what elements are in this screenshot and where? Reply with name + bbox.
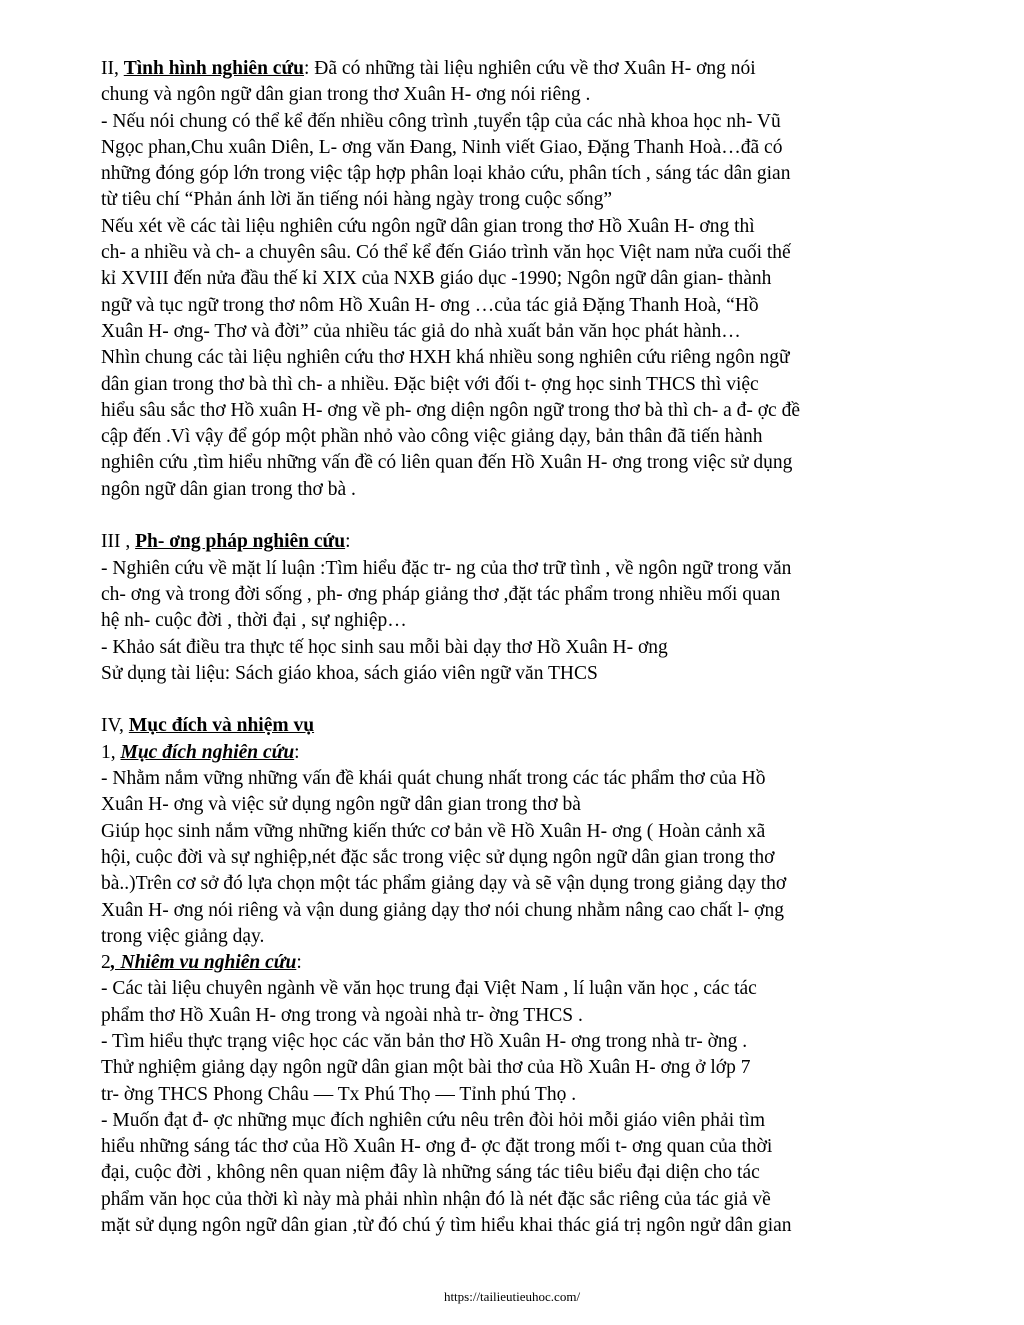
heading-continuation: : Đã có những tài liệu nghiên cứu về thơ Xuân H- ơng nói (304, 58, 756, 79)
text-line: mặt sử dụng ngôn ngữ dân gian ,từ đó chú ý tìm hiểu khai thác giá trị ngôn ngử dân gian (101, 1215, 792, 1237)
text-line: Xuân H- ơng nói riêng và vận dung giảng dạy thơ nói chung nhằm nâng cao chất l- ợng (101, 899, 784, 921)
subsection-1-body (101, 766, 941, 950)
section-2-heading: Tình hình nghiên cứu (123, 58, 305, 79)
text-line: - Nhằm nắm vững những vấn đề khái quát chung nhất trong các tác phẩm thơ của Hồ (101, 768, 766, 790)
text-line: hiểu những sáng tác thơ của Hồ Xuân H- ơng đ- ợc đặt trong mối t- ơng quan của thời (101, 1136, 773, 1158)
text-line: nghiên cứu ,tìm hiểu những vấn đề có liên quan đến Hồ Xuân H- ơng trong việc sử dụng (101, 452, 793, 474)
subsection-2-heading: , Nhiêm vu nghiên cứu (110, 952, 297, 974)
text-line: Giúp học sinh nắm vững những kiến thức cơ bản về Hồ Xuân H- ơng ( Hoàn cảnh xã (101, 820, 766, 842)
text-line: hiểu sâu sắc thơ Hồ xuân H- ơng về ph- ơng diện ngôn ngữ trong thơ bà thì ch- a đ- ợc đề (101, 399, 800, 421)
text-line: hệ nh- cuộc đời , thời đại , sự nghiệp… (101, 610, 407, 632)
text-line: - Các tài liệu chuyên ngành về văn học trung đại Việt Nam , lí luận văn học , các tác (101, 978, 757, 1000)
text-line: - Nếu nói chung có thể kể đến nhiều công trình ,tuyển tập của các nhà khoa học nh- Vũ (101, 110, 781, 132)
section-2-heading-line (101, 56, 941, 82)
section-number: III , (101, 531, 136, 553)
text-line: - Nghiên cứu về mặt lí luận :Tìm hiểu đặc tr- ng của thơ trữ tình , về ngôn ngữ trong văn (101, 557, 792, 579)
text-line: ch- ơng và trong đời sống , ph- ơng pháp giảng thơ ,đặt tác phẩm trong nhiều mối quan (101, 583, 781, 605)
paragraph-gap (101, 687, 941, 713)
section-2-body (101, 82, 941, 503)
heading-continuation: : (345, 531, 351, 553)
text-line: - Muốn đạt đ- ợc những mục đích nghiên cứu nêu trên đòi hỏi mỗi giáo viên phải tìm (101, 1109, 765, 1131)
subsection-2-heading-line (101, 950, 941, 976)
section-number: II, (101, 58, 124, 79)
text-line: dân gian trong thơ bà thì ch- a nhiều. Đặc biệt với đối t- ợng học sinh THCS thì việc (101, 373, 759, 395)
text-line: tr- ờng THCS Phong Châu — Tx Phú Thọ — Tỉnh phú Thọ . (101, 1083, 577, 1105)
subsection-1-heading: Mục đích nghiên cứu (120, 741, 295, 763)
text-line: Nhìn chung các tài liệu nghiên cứu thơ HXH khá nhiều song nghiên cứu riêng ngôn ngữ (101, 347, 790, 369)
section-3-heading-line (101, 529, 941, 555)
text-line: phẩm văn học của thời kì này mà phải nhìn nhận đó là nét đặc sắc riêng của tác giả về (101, 1188, 771, 1210)
text-line: - Tìm hiểu thực trạng việc học các văn bản thơ Hồ Xuân H- ơng trong nhà tr- ờng . (101, 1030, 748, 1052)
subsection-1-heading-line (101, 740, 941, 766)
text-line: chung và ngôn ngữ dân gian trong thơ Xuân H- ơng nói riêng . (101, 84, 591, 106)
text-line: kỉ XVIII đến nửa đầu thế kỉ XIX của NXB giáo dục -1990; Ngôn ngữ dân gian- thành (101, 268, 772, 290)
section-number: IV, (101, 715, 129, 737)
text-line: trong việc giảng dạy. (101, 925, 265, 947)
document-body (101, 56, 941, 1239)
subsection-2-body (101, 976, 941, 1239)
text-line: ch- a nhiều và ch- a chuyên sâu. Có thể kể đến Giáo trình văn học Việt nam nửa cuối thế (101, 242, 791, 264)
text-line: Xuân H- ơng- Thơ và đời” của nhiều tác giả do nhà xuất bản văn học phát hành… (101, 320, 741, 342)
footer-url[interactable]: https://tailieutieuhoc.com/ (443, 1289, 581, 1304)
section-3-body (101, 556, 941, 687)
text-line: hội, cuộc đời và sự nghiệp,nét đặc sắc trong việc sử dụng ngôn ngữ dân gian trong thơ (101, 846, 775, 868)
text-line: từ tiêu chí “Phản ánh lời ăn tiếng nói hàng ngày trong cuộc sống” (101, 189, 612, 211)
text-line: Sử dụng tài liệu: Sách giáo khoa, sách giáo viên ngữ văn THCS (101, 662, 598, 684)
section-3-heading: Ph- ơng pháp nghiên cứu (135, 531, 346, 553)
subsection-number: 1, (101, 741, 121, 763)
text-line: đại, cuộc đời , không nên quan niệm đây là những sáng tác tiêu biểu đại diện cho tác (101, 1162, 760, 1184)
section-4-heading-line (101, 713, 941, 739)
text-line: Thử nghiệm giảng dạy ngôn ngữ dân gian một bài thơ của Hồ Xuân H- ơng ở lớp 7 (101, 1057, 751, 1079)
text-line: những đóng góp lớn trong việc tập hợp phân loại khảo cứu, phân tích , sáng tác dân gian (101, 163, 791, 185)
text-line: Nếu xét về các tài liệu nghiên cứu ngôn ngữ dân gian trong thơ Hồ Xuân H- ơng thì (101, 215, 755, 237)
text-line: Ngọc phan,Chu xuân Diên, L- ơng văn Đang, Ninh viết Giao, Đặng Thanh Hoà…đã có (101, 136, 783, 158)
text-line: phẩm thơ Hồ Xuân H- ơng trong và ngoài nhà tr- ờng THCS . (101, 1004, 583, 1026)
text-line: - Khảo sát điều tra thực tế học sinh sau mỗi bài dạy thơ Hồ Xuân H- ơng (101, 636, 668, 658)
text-line: ngôn ngữ dân gian trong thơ bà . (101, 478, 356, 500)
text-line: cập đến .Vì vậy để góp một phần nhỏ vào công việc giảng dạy, bản thân đã tiến hành (101, 426, 763, 448)
paragraph-gap (101, 503, 941, 529)
heading-continuation: : (294, 741, 300, 763)
text-line: bà..)Trên cơ sở đó lựa chọn một tác phẩm giảng dạy và sẽ vận dụng trong giảng dạy thơ (101, 873, 787, 895)
heading-continuation: : (296, 952, 302, 974)
section-4-heading: Mục đích và nhiệm vụ (128, 715, 315, 737)
subsection-number: 2 (101, 952, 111, 974)
text-line: ngữ và tục ngữ trong thơ nôm Hồ Xuân H- ơng …của tác giả Đặng Thanh Hoà, “Hồ (101, 294, 759, 316)
text-line: Xuân H- ơng và việc sử dụng ngôn ngữ dân gian trong thơ bà (101, 794, 581, 816)
